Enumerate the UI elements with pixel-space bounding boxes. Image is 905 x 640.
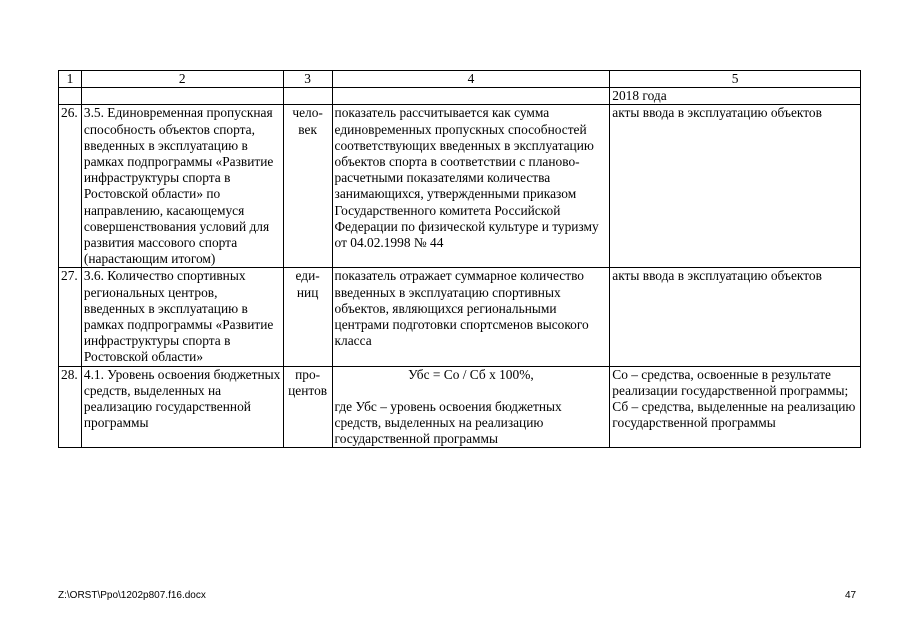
footer-file-path: Z:\ORST\Ppo\1202p807.f16.docx (58, 590, 206, 601)
table-header-row (59, 71, 861, 88)
calculation-method: где Убс – уровень освоения бюджетных средств, выделенных на реализацию государственной программы (334, 398, 562, 447)
unit-of-measure: еди-ниц (283, 268, 332, 366)
page-number: 47 (845, 590, 857, 601)
indicator-name: 4.1. Уровень освоения бюджетных средств, выделенных на реализацию государственной программы (81, 366, 283, 448)
subheader-cell-1 (59, 88, 82, 105)
table-row (59, 105, 861, 268)
row-number: 27. (59, 268, 82, 366)
formula-spacer (335, 383, 608, 399)
calculation-method: показатель отражает суммарное количество введенных в эксплуатацию спортивных объектов, являющихся региональными центрами подготовки спортсменов высокого класса (332, 268, 610, 366)
subheader-year-cell: 2018 года (610, 88, 861, 105)
row-number: 28. (59, 366, 82, 448)
subheader-cell-2 (81, 88, 283, 105)
indicator-name: 3.5. Единовременная пропускная способность объектов спорта, введенных в эксплуатацию в рамках подпрограммы «Развитие инфраструктуры спорта в Ростовской области» по направлению, касающемуся совершенствования условий для развития массового спорта (нарастающим итогом) (81, 105, 283, 268)
indicator-table (58, 70, 861, 448)
column-header-5: 5 (610, 71, 861, 88)
column-header-3: 3 (283, 71, 332, 88)
subheader-cell-4 (332, 88, 610, 105)
column-header-2: 2 (81, 71, 283, 88)
column-header-1: 1 (59, 71, 82, 88)
subheader-cell-3 (283, 88, 332, 105)
row-number: 26. (59, 105, 82, 268)
unit-of-measure: чело-век (283, 105, 332, 268)
data-source: акты ввода в эксплуатацию объектов (610, 268, 861, 366)
calculation-method: показатель рассчитывается как сумма единовременных пропускных способностей соответствующих введенных в эксплуатацию объектов спорта в соответствии с планово-расчетными показателями количества занимающихся, утвержденными приказом Государственного комитета Российской Федерации по физической культуре и туризму от 04.02.1998 № 44 (332, 105, 610, 268)
column-header-4: 4 (332, 71, 610, 88)
table-subheader-row (59, 88, 861, 105)
data-source: Со – средства, освоенные в результате реализации государственной программы; Сб – средства, выделенные на реализацию государственной программы (610, 366, 861, 448)
calculation-method-cell (332, 366, 610, 448)
indicator-name: 3.6. Количество спортивных региональных центров, введенных в эксплуатацию в рамках подпрограммы «Развитие инфраструктуры спорта в Ростовской области» (81, 268, 283, 366)
data-source: акты ввода в эксплуатацию объектов (610, 105, 861, 268)
unit-of-measure: про-центов (283, 366, 332, 448)
table-row (59, 366, 861, 448)
table-row (59, 268, 861, 366)
formula: Убс = Со / Сб х 100%, (408, 366, 534, 382)
